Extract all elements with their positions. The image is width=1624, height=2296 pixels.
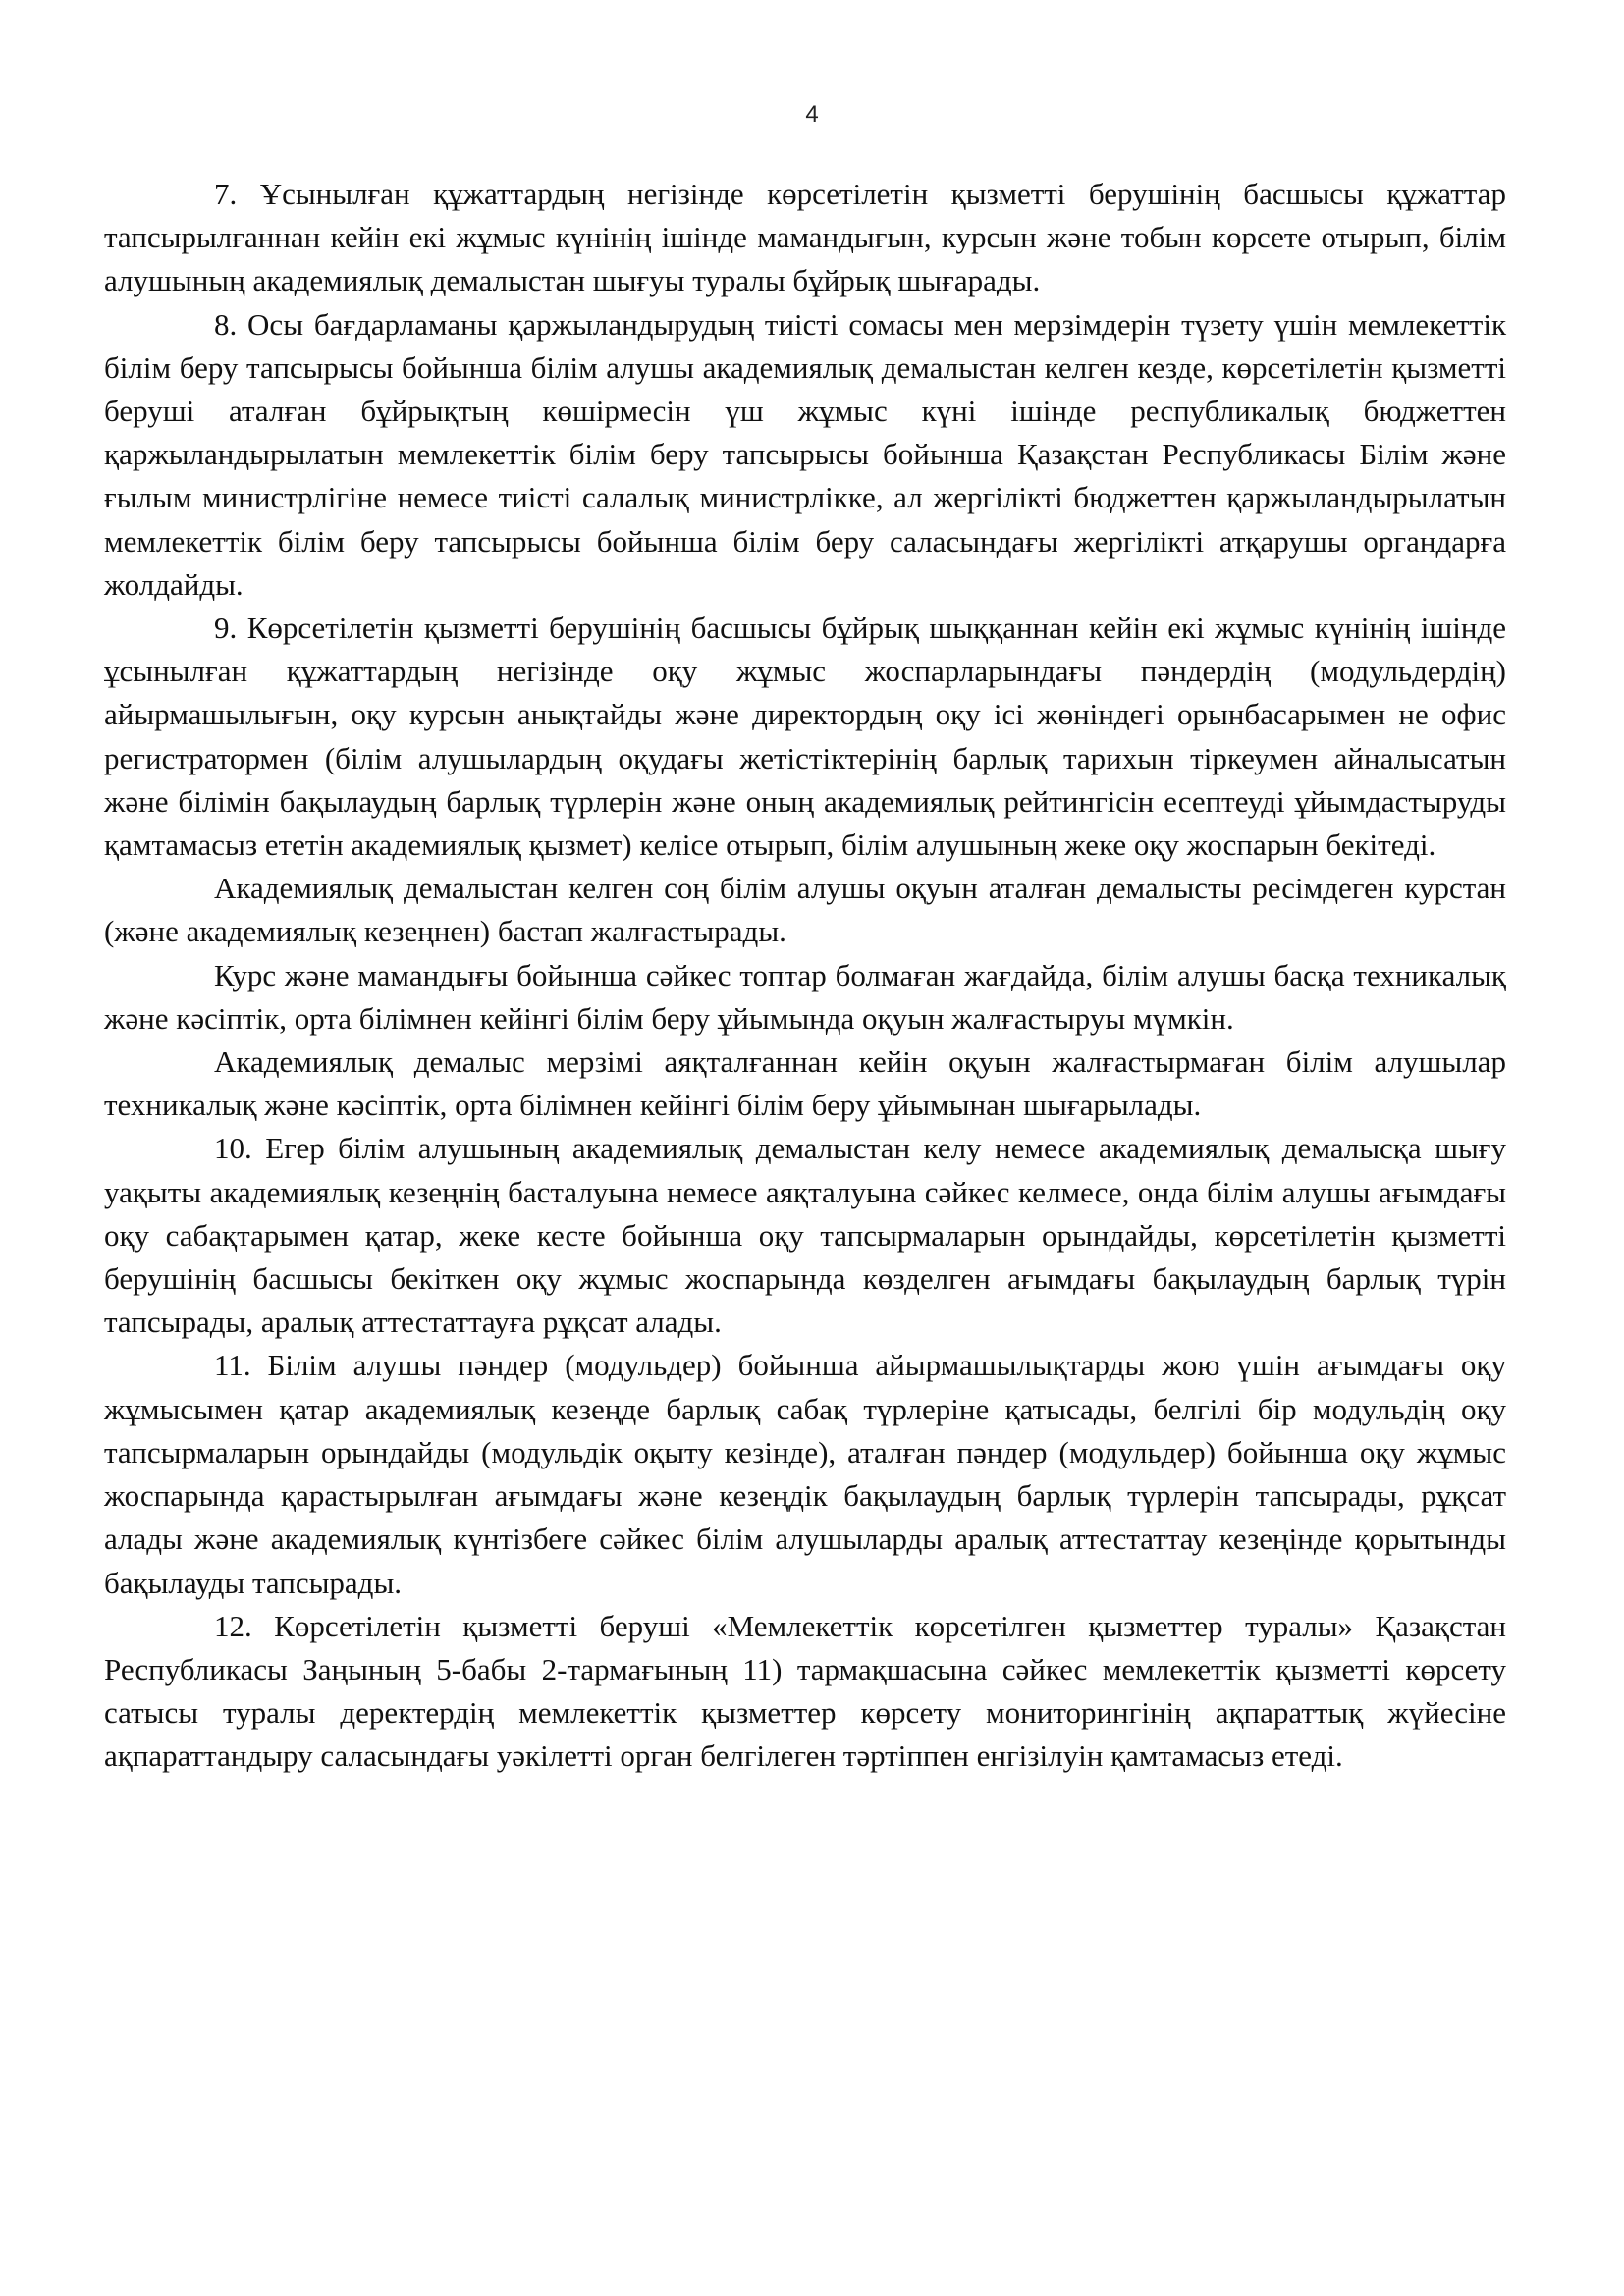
paragraph-8: 8. Осы бағдарламаны қаржыландырудың тиісті сомасы мен мерзімдерін түзету үшін мемлекеттік білім беру тапсырысы бойынша білім алушы академиялық демалыстан келген кезде, көрсетілетін қызметті беруші аталған бұйрықтың көшірмесін үш жұмыс күні ішінде республикалық бюджеттен қаржыландырылатын мемлекеттік білім беру тапсырысы бойынша Қазақстан Республикасы Білім және ғылым министрлігіне немесе тиісті салалық министрлікке, ал жергілікті бюджеттен қаржыландырылатын мемлекеттік білім беру тапсырысы бойынша білім беру саласындағы жергілікті атқарушы органдарға жолдайды. bbox=[104, 306, 1506, 602]
paragraph-9: 9. Көрсетілетін қызметті берушінің басшысы бұйрық шыққаннан кейін екі жұмыс күнінің ішінде ұсынылған құжаттардың негізінде оқу жұмыс жоспарларындағы пәндердің (модульдердің) айырмашылығын, оқу курсын анықтайды және директордың оқу ісі жөніндегі орынбасарымен не офис регистратормен (білім алушылардың оқудағы жетістіктерінің барлық тарихын тіркеумен айналысатын және білімін бақылаудың барлық түрлерін және оның академиялық рейтингісін есептеуді ұйымдастыруды қамтамасыз ететін академиялық қызмет) келісе отырып, білім алушының жеке оқу жоспарын бекітеді. bbox=[104, 611, 1506, 863]
paragraph-12: 12. Көрсетілетін қызметті беруші «Мемлекеттік көрсетілген қызметтер туралы» Қазақстан Республикасы Заңының 5-бабы 2-тармағының 11) тармақшасына сәйкес мемлекеттік қызметті көрсету сатысы туралы деректердің мемлекеттік қызметтер көрсету мониторингінің ақпараттық жүйесіне ақпараттандыру саласындағы уәкілетті орган белгілеген тәртіппен енгізілуін қамтамасыз етеді. bbox=[104, 1608, 1506, 1774]
document-body bbox=[104, 173, 1506, 1779]
paragraph-9-return-course: Академиялық демалыстан келген соң білім алушы оқуын аталған демалысты ресімдеген курстан (және академиялық кезеңнен) бастап жалғастырады. bbox=[104, 871, 1506, 949]
page-number: 4 bbox=[805, 101, 819, 128]
paragraph-7: 7. Ұсынылған құжаттардың негізінде көрсетілетін қызметті берушінің басшысы құжаттар тапсырылғаннан кейін екі жұмыс күнінің ішінде мамандығын, курсын және тобын көрсете отырып, білім алушының академиялық демалыстан шығуы туралы бұйрық шығарады. bbox=[104, 177, 1506, 298]
paragraph-11: 11. Білім алушы пәндер (модульдер) бойынша айырмашылықтарды жою үшін ағымдағы оқу жұмысымен қатар академиялық кезеңде барлық сабақ түрлеріне қатысады, белгілі бір модульдің оқу тапсырмаларын орындайды (модульдік оқыту кезінде), аталған пәндер (модульдер) бойынша оқу жұмыс жоспарында қарастырылған ағымдағы және кезеңдік бақылаудың барлық түрлерін тапсырады, рұқсат алады және академиялық күнтізбеге сәйкес білім алушыларды аралық аттестаттау кезеңінде қорытынды бақылауды тапсырады. bbox=[104, 1348, 1506, 1600]
paragraph-10: 10. Егер білім алушының академиялық демалыстан келу немесе академиялық демалысқа шығу уақыты академиялық кезеңнің басталуына немесе аяқталуына сәйкес келмесе, онда білім алушы ағымдағы оқу сабақтарымен қатар, жеке кесте бойынша оқу тапсырмаларын орындайды, көрсетілетін қызметті берушінің басшысы бекіткен оқу жұмыс жоспарында көзделген ағымдағы бақылаудың барлық түрін тапсырады, аралық аттестаттауға рұқсат алады. bbox=[104, 1131, 1506, 1340]
paragraph-9-transfer: Курс және мамандығы бойынша сәйкес топтар болмаған жағдайда, білім алушы басқа техникалық және кәсіптік, орта білімнен кейінгі білім беру ұйымында оқуын жалғастыруы мүмкін. bbox=[104, 957, 1506, 1036]
paragraph-9-expulsion: Академиялық демалыс мерзімі аяқталғаннан кейін оқуын жалғастырмаған білім алушылар техникалық және кәсіптік, орта білімнен кейінгі білім беру ұйымынан шығарылады. bbox=[104, 1044, 1506, 1123]
